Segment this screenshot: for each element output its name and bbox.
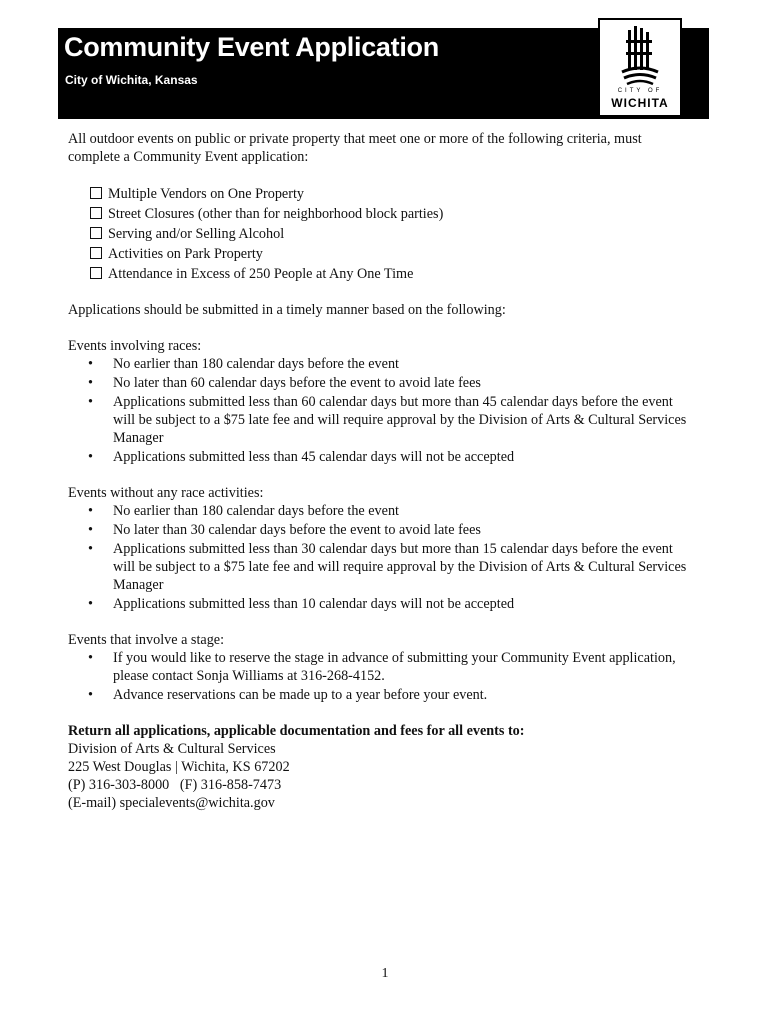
list-item: • No earlier than 180 calendar days before the event bbox=[68, 502, 688, 520]
list-item: • No earlier than 180 calendar days before the event bbox=[68, 355, 688, 373]
list-item: • Applications submitted less than 30 calendar days but more than 15 calendar days before the event will be subject to a $75 late fee and will require approval by the Division of Arts & Cultural Services Manager bbox=[68, 540, 688, 594]
return-heading: Return all applications, applicable documentation and fees for all events to: bbox=[68, 723, 525, 739]
logo-name-text: WICHITA bbox=[611, 96, 669, 110]
city-of-wichita-logo bbox=[598, 18, 682, 117]
list-item: • No later than 60 calendar days before the event to avoid late fees bbox=[68, 374, 688, 392]
return-phone-fax: (P) 316-303-8000 (F) 316-858-7473 bbox=[68, 777, 282, 793]
stage-list bbox=[68, 649, 688, 704]
logo-city-text: CITY OF bbox=[617, 88, 663, 94]
criteria-checklist bbox=[90, 184, 688, 284]
criteria-item: Activities on Park Property bbox=[90, 244, 688, 264]
return-division: Division of Arts & Cultural Services bbox=[68, 741, 276, 757]
list-item: • Advance reservations can be made up to a year before your event. bbox=[68, 686, 688, 704]
checkbox-icon[interactable] bbox=[90, 227, 102, 239]
criteria-item: Multiple Vendors on One Property bbox=[90, 184, 688, 204]
no-race-list bbox=[68, 502, 688, 613]
page-title: Community Event Application bbox=[64, 32, 439, 62]
checkbox-icon[interactable] bbox=[90, 267, 102, 279]
return-email[interactable]: (E-mail) specialevents@wichita.gov bbox=[68, 795, 275, 811]
return-address: 225 West Douglas | Wichita, KS 67202 bbox=[68, 759, 290, 775]
checkbox-icon[interactable] bbox=[90, 247, 102, 259]
document-body bbox=[68, 130, 688, 812]
section-heading-races: Events involving races: bbox=[68, 338, 202, 354]
list-item: • If you would like to reserve the stage in advance of submitting your Community Event application, please contact Sonja Williams at 316-268-4152. bbox=[68, 649, 688, 685]
page-number: 1 bbox=[381, 966, 389, 981]
wichita-keeper-icon bbox=[600, 20, 680, 90]
checkbox-icon[interactable] bbox=[90, 187, 102, 199]
list-item: • No later than 30 calendar days before the event to avoid late fees bbox=[68, 521, 688, 539]
criteria-item: Attendance in Excess of 250 People at Any One Time bbox=[90, 264, 688, 284]
list-item: • Applications submitted less than 45 calendar days will not be accepted bbox=[68, 448, 688, 466]
criteria-item: Street Closures (other than for neighborhood block parties) bbox=[90, 204, 688, 224]
intro-paragraph: All outdoor events on public or private property that meet one or more of the following criteria, must complete a Community Event application: bbox=[68, 131, 642, 165]
section-heading-no-race: Events without any race activities: bbox=[68, 485, 264, 501]
list-item: • Applications submitted less than 60 calendar days but more than 45 calendar days before the event will be subject to a $75 late fee and will require approval by the Division of Arts & Cultural Services Manager bbox=[68, 393, 688, 447]
races-list bbox=[68, 355, 688, 466]
page-subtitle: City of Wichita, Kansas bbox=[65, 73, 198, 87]
list-item: • Applications submitted less than 10 calendar days will not be accepted bbox=[68, 595, 688, 613]
checkbox-icon[interactable] bbox=[90, 207, 102, 219]
section-heading-stage: Events that involve a stage: bbox=[68, 632, 225, 648]
timely-note: Applications should be submitted in a timely manner based on the following: bbox=[68, 302, 506, 318]
criteria-item: Serving and/or Selling Alcohol bbox=[90, 224, 688, 244]
